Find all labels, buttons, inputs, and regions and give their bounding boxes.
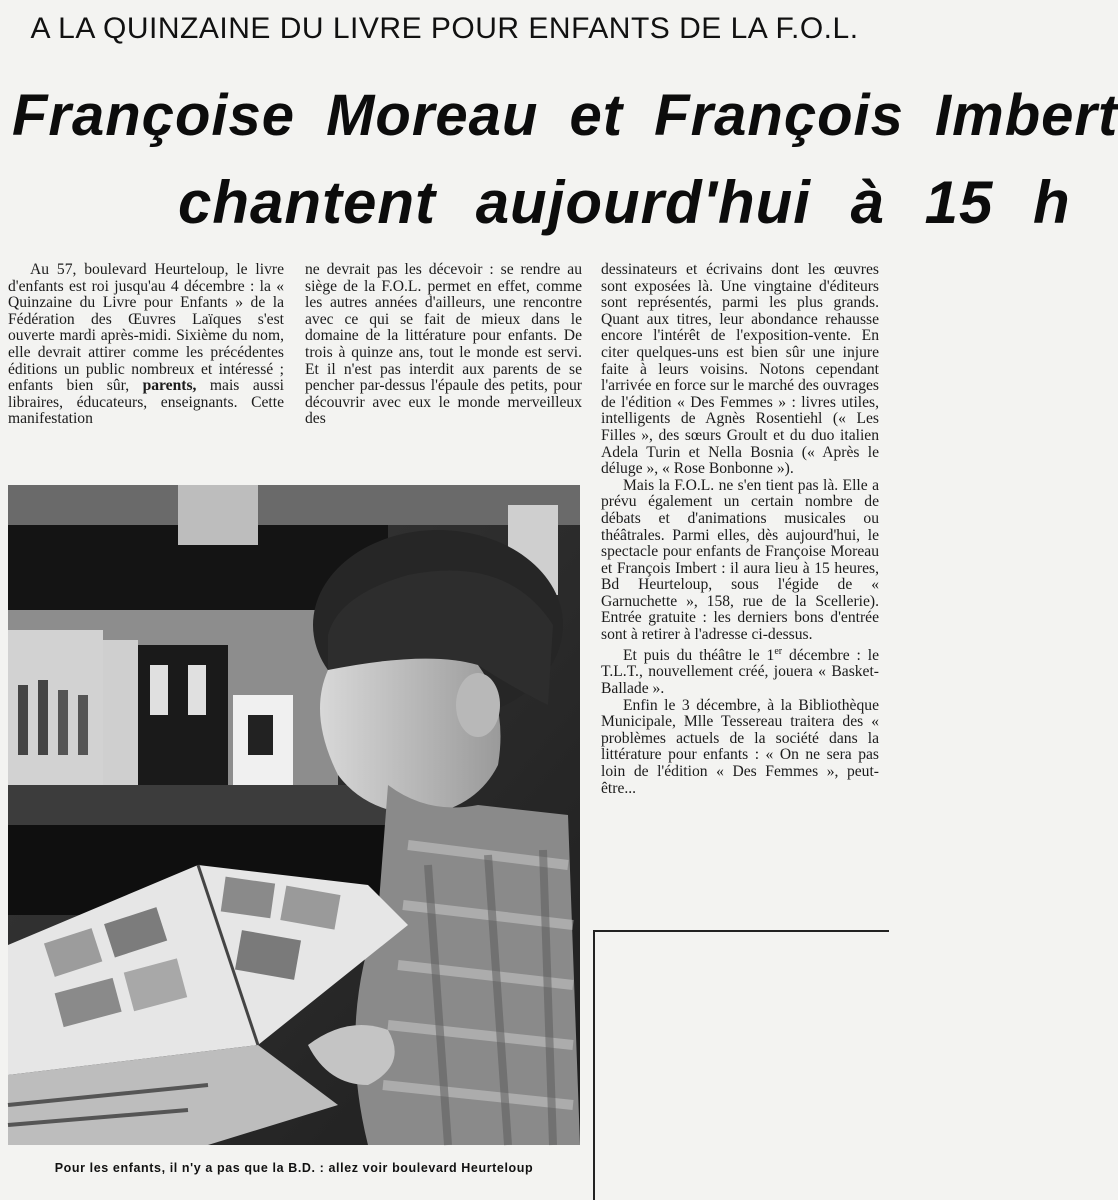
paragraph: Mais la F.O.L. ne s'en tient pas là. Elle a prévu également un certain nombre de débats et d'animations musicales ou théâtrales. Parmi elles, dès aujourd'hui, le spectacle pour enfants de Françoise Moreau et François Imbert : il aura lieu à 15 heures, Bd Heurteloup, sous l'égide de « Garnuchette », 158, rue de la Scellerie). Entrée gratuite : les derniers bons d'entrée sont à retirer à l'adresse ci-dessus.: [601, 476, 879, 644]
headline-line-2: chantent aujourd'hui à 15 h: [178, 169, 1071, 236]
text: décembre : le T.L.T., nouvellement créé, jouera « Basket-Ballade ».: [601, 646, 879, 698]
text: Et puis du théâtre le 1: [623, 646, 775, 664]
text: mais aussi libraires, éducateurs, enseignants. Cette manifestation: [8, 377, 285, 428]
text: Au 57, boulevard Heurteloup, le livre d'enfants est roi jusqu'au 4 décembre : la « Quinzaine du Livre pour Enfants » de la Fédération des Œuvres Laïques s'est ouverte mardi après-midi. Sixième du nom, elle devrait attirer comme les précédentes éditions un public nombreux et intéressé ; enfants bien sûr,: [8, 261, 284, 395]
divider: [593, 930, 889, 932]
paragraph: Enfin le 3 décembre, à la Bibliothèque Municipale, Mlle Tessereau traitera des « problèmes actuels de la société dans la littérature pour enfants : « On ne sera pas loin de l'édition « Des Femmes », peut-être...: [601, 696, 879, 797]
boy-reading-illustration: [8, 485, 580, 1145]
paragraph: [8, 262, 284, 428]
headline-line-1: Françoise Moreau et François Imbert: [12, 83, 1118, 148]
paragraph: [601, 644, 879, 698]
paragraph: ne devrait pas les décevoir : se rendre au siège de la F.O.L. permet en effet, comme les autres années d'ailleurs, une rencontre avec ce qui se fait de mieux dans le domaine de la littérature pour enfants. De trois à quinze ans, tout le monde est servi. Et il n'est pas interdit aux parents de se pencher par-dessus l'épaule des petits, pour découvrir avec eux le monde merveilleux des: [305, 261, 582, 428]
divider: [593, 932, 595, 1200]
photo-caption: Pour les enfants, il n'y a pas que la B.D. : allez voir boulevard Heurteloup: [54, 1161, 534, 1175]
kicker-title: A LA QUINZAINE DU LIVRE POUR ENFANTS DE LA F.O.L.: [30, 12, 859, 45]
news-photo: [8, 485, 580, 1145]
paragraph: dessinateurs et écrivains dont les œuvres sont exposées là. Une vingtaine d'éditeurs sont représentés, parmi les plus grands. Quant aux titres, leur abondance rehausse encore l'intérêt de l'exposition-vente. En citer quelques-uns est bien sûr une injure faite à leurs voisins. Notons cependant l'arrivée en force sur le marché des ouvrages de l'édition « Des Femmes » : livres utiles, intelligents de Agnès Rosentiehl (« Les Filles », des sœurs Groult et du duo italien Adela Turin et Nella Bosnia (« Après le déluge », « Rose Bonbonne »).: [601, 261, 879, 478]
superscript: er: [774, 645, 783, 657]
article-column-1: [8, 262, 284, 428]
article-column-2: [305, 262, 582, 428]
article-column-3: [601, 262, 879, 797]
bold-text: parents,: [142, 377, 197, 395]
